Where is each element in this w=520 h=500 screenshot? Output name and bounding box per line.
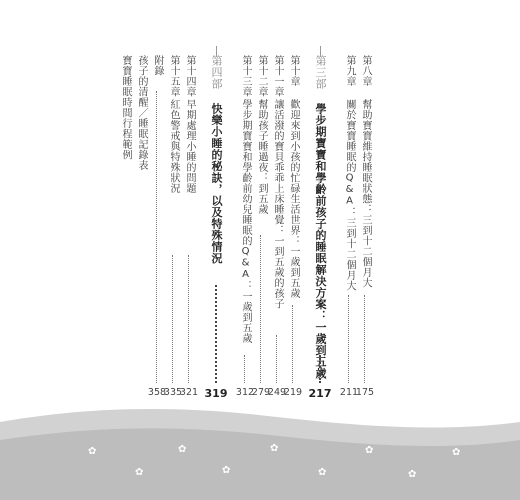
toc-page-number: 358 (147, 387, 167, 398)
toc-leader (172, 255, 173, 383)
toc-page-number: 319 (204, 387, 228, 400)
toc-appendix-label: 附錄 (152, 55, 163, 76)
toc-leader (348, 295, 349, 383)
flower-icon: ✿ (408, 469, 417, 480)
toc-entry-title: 歡迎來到小孩的忙碌生活世界：一歲到五歲 (288, 99, 299, 299)
toc-entry-title: 幫助寶寶維持睡眠狀態：三到十二個月大 (360, 99, 371, 288)
toc-entry-title: 孩子的清醒／睡眠記錄表 (136, 55, 147, 171)
toc-page-number: 219 (283, 387, 303, 398)
toc-page-number: 312 (235, 387, 255, 398)
toc-leader (364, 295, 365, 383)
toc-part-label: 第三部 (314, 55, 327, 90)
toc-entry[interactable] (235, 55, 255, 398)
toc-page-number: 211 (339, 387, 359, 398)
toc-page-number: 175 (355, 387, 375, 398)
toc-chapter-label: 第十章 (288, 55, 299, 87)
toc-leader (156, 91, 157, 383)
flower-icon: ✿ (365, 445, 374, 456)
toc-appendix-sub-entry[interactable] (115, 55, 135, 395)
toc-leader (260, 235, 261, 383)
toc-entry-title: 關於寶寶睡眠的Q&A：三到十二個月大 (344, 99, 355, 291)
toc-page-number: 279 (251, 387, 271, 398)
toc-part-entry[interactable] (204, 55, 228, 400)
toc-entry-title: 紅色警戒與特殊狀況 (168, 99, 179, 194)
part-divider-line (320, 46, 321, 57)
toc-page-number: 217 (308, 387, 332, 400)
toc-chapter-label: 第十一章 (272, 55, 283, 97)
toc-part-title: 學步期寶寶和學齡前孩子的睡眠解決方案：一歲到五歲 (314, 103, 327, 379)
part-divider-line (216, 46, 217, 57)
toc-page-number: 321 (179, 387, 199, 398)
toc-chapter-label: 第八章 (360, 55, 371, 87)
toc-part-label: 第四部 (210, 55, 223, 90)
decorative-wave-footer (0, 400, 520, 500)
flower-icon: ✿ (88, 446, 97, 457)
flower-icon: ✿ (178, 444, 187, 455)
toc-leader (319, 355, 321, 383)
flower-icon: ✿ (318, 467, 327, 478)
toc-chapter-label: 第十四章 (184, 55, 195, 97)
toc-leader (188, 255, 189, 383)
toc-leader (292, 305, 293, 383)
flower-icon: ✿ (452, 447, 461, 458)
toc-entry[interactable] (339, 55, 359, 398)
toc-leader (215, 285, 217, 383)
toc-chapter-label: 第十二章 (256, 55, 267, 97)
flower-icon: ✿ (135, 467, 144, 478)
toc-chapter-label: 第九章 (344, 55, 355, 87)
toc-chapter-label: 第十五章 (168, 55, 179, 97)
flower-icon: ✿ (222, 465, 231, 476)
toc-leader (276, 335, 277, 383)
toc-page-number: 249 (267, 387, 287, 398)
toc-entry-title: 學步期寶寶和學齡前幼兒睡眠的Q&A：一歲到五歲 (240, 99, 251, 344)
toc-chapter-label: 第十三章 (240, 55, 251, 97)
toc-entry-title: 早期處理小睡的問題 (184, 99, 195, 194)
toc-entry-title: 幫助孩子睡過夜：到五歲 (256, 99, 267, 215)
toc-part-entry[interactable] (308, 55, 332, 400)
toc-page-number: 335 (163, 387, 183, 398)
flower-icon: ✿ (270, 443, 279, 454)
toc-entry-title: 寶寶睡眠時間行程範例 (120, 55, 131, 160)
toc-entry-title: 讓活潑的寶貝乖乖上床睡覺：一到五歲的孩子 (272, 99, 283, 309)
toc-leader (244, 355, 245, 383)
toc-part-title: 快樂小睡的秘訣，以及特殊情況 (210, 103, 223, 264)
